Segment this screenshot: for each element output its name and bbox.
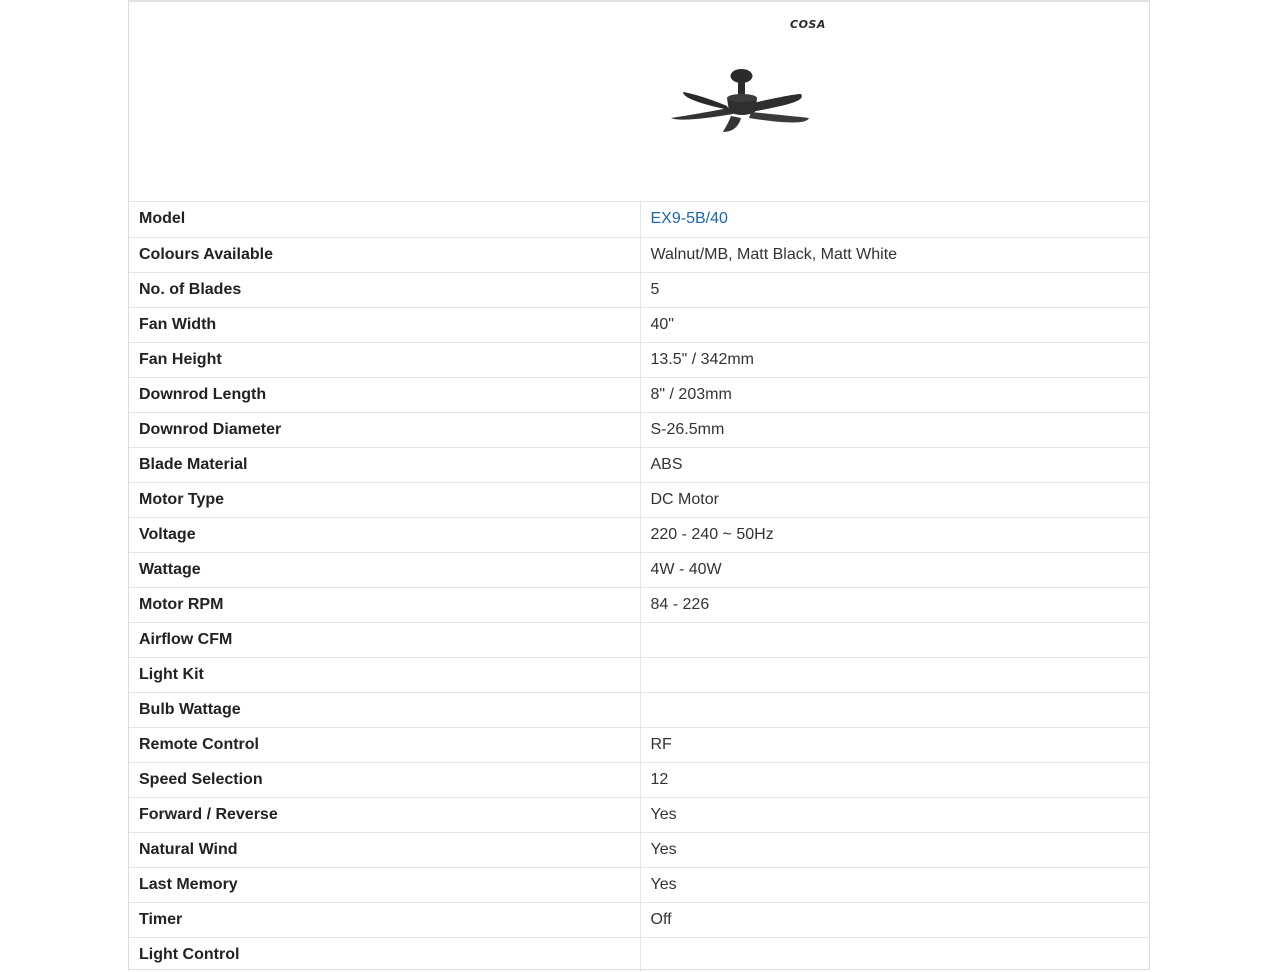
spec-value [640, 657, 1149, 692]
table-row [129, 447, 1149, 482]
spec-value: Walnut/MB, Matt Black, Matt White [640, 237, 1149, 272]
spec-label: Remote Control [129, 727, 640, 762]
model-link[interactable]: EX9-5B/40 [650, 210, 728, 228]
table-row [129, 517, 1149, 552]
spec-label: Voltage [129, 517, 640, 552]
table-row [129, 692, 1149, 727]
spec-label: Colours Available [129, 237, 640, 272]
spec-label: Bulb Wattage [129, 692, 640, 727]
table-row [129, 762, 1149, 797]
spec-value: Yes [640, 832, 1149, 867]
table-row [129, 797, 1149, 832]
spec-label: Fan Width [129, 307, 640, 342]
spec-label: Motor RPM [129, 587, 640, 622]
table-row [129, 727, 1149, 762]
spec-value [640, 202, 1149, 237]
spec-value: 12 [640, 762, 1149, 797]
spec-label: Blade Material [129, 447, 640, 482]
table-row [129, 377, 1149, 412]
table-row [129, 622, 1149, 657]
spec-label: Motor Type [129, 482, 640, 517]
spec-value [640, 622, 1149, 657]
spec-value: 13.5" / 342mm [640, 342, 1149, 377]
table-row [129, 832, 1149, 867]
spec-label: Downrod Diameter [129, 412, 640, 447]
spec-value: 4W - 40W [640, 552, 1149, 587]
spec-label: Light Kit [129, 657, 640, 692]
spec-value: DC Motor [640, 482, 1149, 517]
spec-label: Natural Wind [129, 832, 640, 867]
spec-label: Light Control [129, 937, 640, 972]
spec-value [640, 937, 1149, 972]
ceiling-fan-image [667, 64, 812, 136]
table-row [129, 587, 1149, 622]
spec-value: Yes [640, 797, 1149, 832]
spec-value [640, 692, 1149, 727]
spec-table [129, 202, 1149, 972]
spec-label: Wattage [129, 552, 640, 587]
product-image-area [129, 2, 1149, 202]
spec-label: Airflow CFM [129, 622, 640, 657]
spec-value: ABS [640, 447, 1149, 482]
spec-label: Speed Selection [129, 762, 640, 797]
spec-label: No. of Blades [129, 272, 640, 307]
spec-label: Last Memory [129, 867, 640, 902]
spec-label: Fan Height [129, 342, 640, 377]
spec-label: Model [129, 202, 640, 237]
table-row [129, 482, 1149, 517]
spec-value: 84 - 226 [640, 587, 1149, 622]
spec-value: Off [640, 902, 1149, 937]
spec-value: 220 - 240 ~ 50Hz [640, 517, 1149, 552]
table-row [129, 342, 1149, 377]
spec-value: 40" [640, 307, 1149, 342]
table-row [129, 937, 1149, 972]
brand-logo: COSA [790, 18, 826, 31]
table-row [129, 867, 1149, 902]
spec-value: 8" / 203mm [640, 377, 1149, 412]
spec-value: S-26.5mm [640, 412, 1149, 447]
spec-label: Downrod Length [129, 377, 640, 412]
table-row [129, 412, 1149, 447]
spec-value: Yes [640, 867, 1149, 902]
spec-label: Forward / Reverse [129, 797, 640, 832]
table-row [129, 552, 1149, 587]
table-row [129, 657, 1149, 692]
table-row [129, 307, 1149, 342]
spec-value: RF [640, 727, 1149, 762]
table-row [129, 237, 1149, 272]
spec-label: Timer [129, 902, 640, 937]
spec-value: 5 [640, 272, 1149, 307]
table-row [129, 272, 1149, 307]
table-row [129, 902, 1149, 937]
table-row [129, 202, 1149, 237]
product-spec-card [128, 0, 1150, 970]
